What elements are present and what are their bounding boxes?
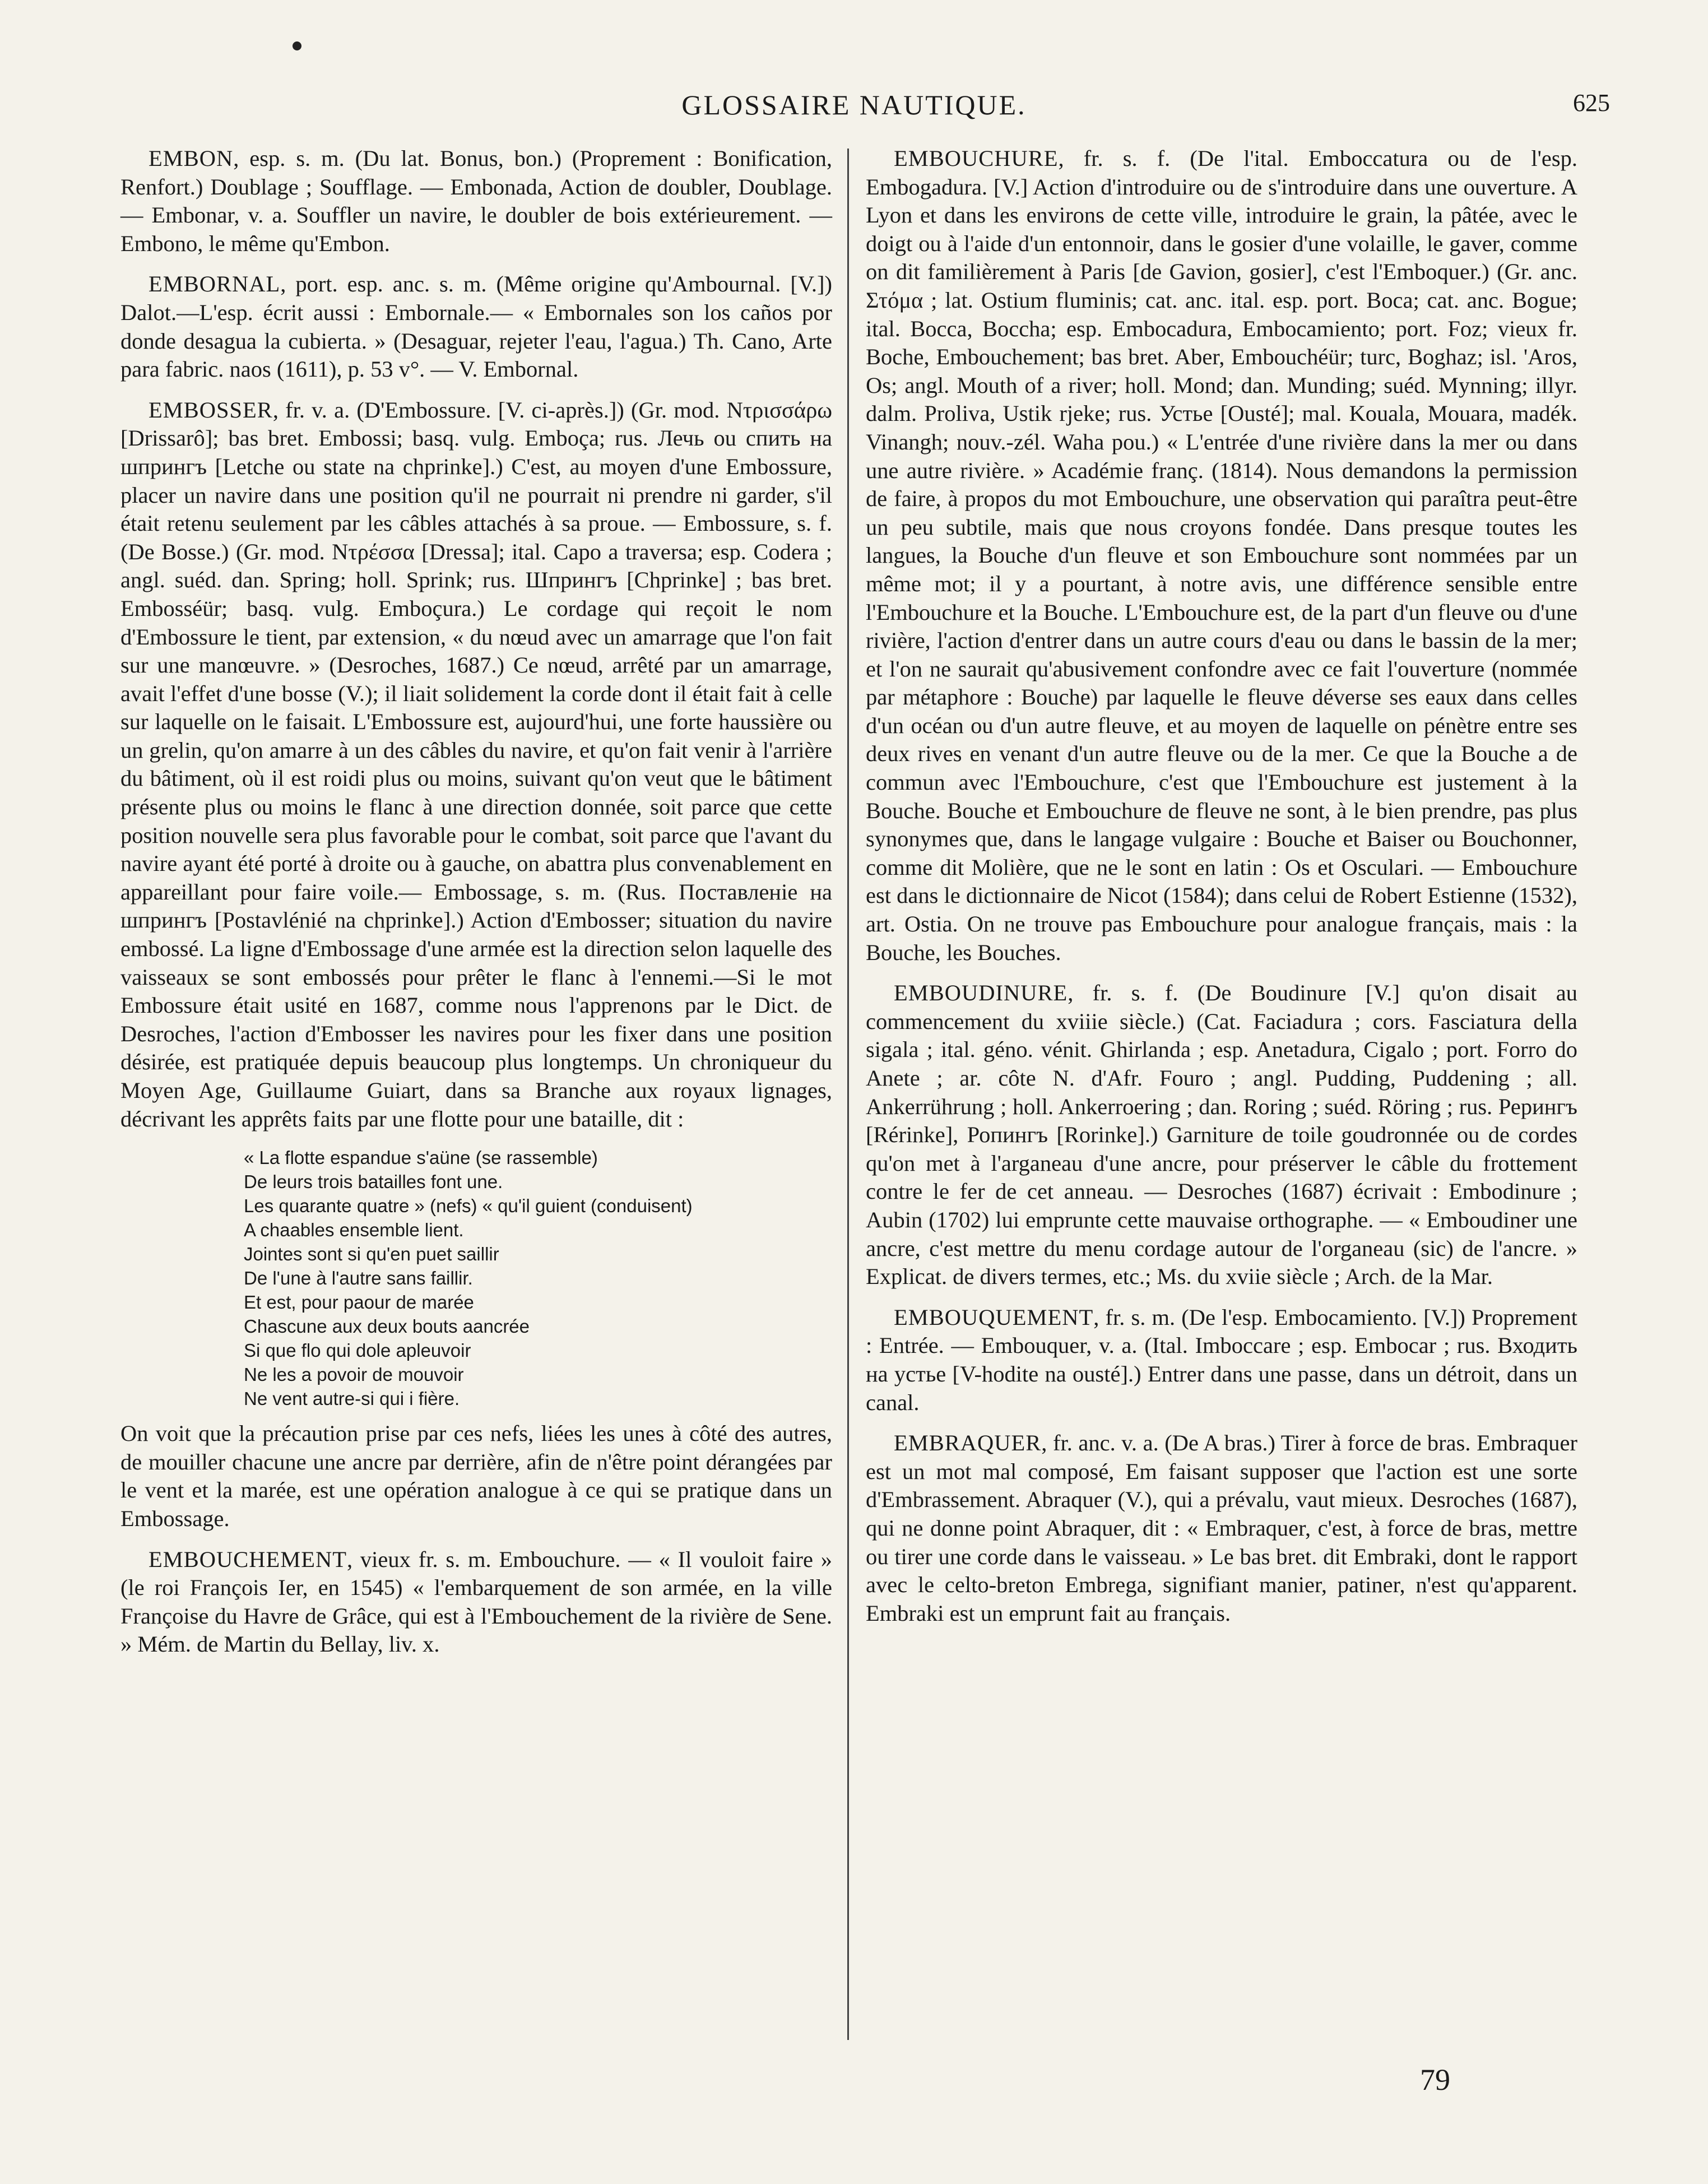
verse-line: Si que flo qui dole apleuvoir bbox=[244, 1340, 471, 1361]
entry-embouchement bbox=[120, 1546, 832, 1659]
entry-embraquer bbox=[866, 1429, 1577, 1627]
verse-line: Ne les a povoir de mouvoir bbox=[244, 1364, 464, 1385]
headword: EMBORNAL bbox=[148, 271, 281, 297]
headword: EMBOUCHURE bbox=[894, 146, 1059, 171]
entry-embouquement bbox=[866, 1304, 1577, 1417]
entry-embosser bbox=[120, 396, 832, 1133]
headword: EMBOUDINURE bbox=[894, 980, 1068, 1006]
running-title: GLOSSAIRE NAUTIQUE. bbox=[681, 89, 1027, 120]
entry-text: , vieux fr. s. m. Embouchure. — « Il vouloit faire » (le roi François Ier, en 1545) « l'embarquement de son armée, en la ville Françoise du Havre de Grâce, qui est à l'Embouchement de la rivière de Sene. » Mém. de Martin du Bellay, liv. x. bbox=[120, 1546, 832, 1657]
verse-line: « La flotte espandue s'aüne (se rassemble) bbox=[244, 1147, 598, 1168]
headword: EMBRAQUER bbox=[894, 1430, 1042, 1456]
entry-emboudinure bbox=[866, 979, 1577, 1291]
entry-text: , fr. v. a. (D'Embossure. [V. ci-après.]) (Gr. mod. Ντρισσάρω [Drissarô]; bas bret. Embossi; basq. vulg. Emboça; rus. Лечь ou спить на шпрингъ [Letche ou state na chprinke].) C'est, au moyen d'une Embossure, placer un navire dans une position qu'il ne pourrait ni prendre ni garder, s'il était retenu seulement par les câbles attachés à sa proue. — Embossure, s. f. (De Bosse.) (Gr. mod. Ντρέσσα [Dressa]; ital. Capo a traversa; esp. Codera ; angl. suéd. dan. Spring; holl. Sprink; rus. Шпрингъ [Chprinke] ; bas bret. Embosséür; basq. vulg. Emboçura.) Le cordage qui reçoit le nom d'Embossure le tient, par extension, « du nœud avec un amarrage que l'on fait sur une manœuvre. » (Desroches, 1687.) Ce nœud, arrêté par un amarrage, avait l'effet d'une bosse (V.); il liait solidement la corde dont il était fait à celle sur laquelle on le faisait. L'Embossure est, aujourd'hui, une forte haussière ou un grelin, qu'on amarre à un des câbles du navire, et qu'on fait venir à l'arrière du bâtiment, où il est roidi plus ou moins, suivant qu'on veut que le bâtiment présente plus ou moins le flanc à une direction donnée, soit parce que cette position nouvelle sera plus favorable pour le combat, soit parce que l'avant du navire ayant été porté à droite ou à gauche, on abattra plus convenablement en appareillant pour faire voile.— Embossage, s. m. (Rus. Поставленіе на шпрингъ [Postavlénié na chprinke].) Action d'Embosser; situation du navire embossé. La ligne d'Embossage d'une armée est la direction selon laquelle des vaisseaux se sont embossés pour prêter le flanc à l'ennemi.—Si le mot Embossure était usité en 1687, comme nous l'apprenons par le Dict. de Desroches, l'action d'Embosser les navires pour les fixer dans une position désirée, est pratiquée depuis beaucoup plus longtemps. Un chroniqueur du Moyen Age, Guillaume Guiart, dans sa Branche aux royaux lignages, décrivant les apprêts faits par une flotte pour une bataille, dit : bbox=[120, 397, 832, 1132]
headword: EMBOUQUEMENT bbox=[894, 1304, 1094, 1330]
headword: EMBON bbox=[148, 146, 234, 171]
entry-text: , port. esp. anc. s. m. (Même origine qu'Ambournal. [V.]) Dalot.—L'esp. écrit aussi : Embornale.— « Embornales son los caños por donde desagua la cubierta. » (Desaguar, rejeter l'eau, l'agua.) Th. Cano, Arte para fabric. naos (1611), p. 53 v°. — V. Embornal. bbox=[120, 271, 832, 382]
page-number: 625 bbox=[1573, 89, 1610, 117]
entry-embornal bbox=[120, 270, 832, 383]
verse-line: Jointes sont si qu'en puet saillir bbox=[244, 1244, 499, 1265]
entry-embouchure bbox=[866, 145, 1577, 967]
entry-text: , fr. s. m. (De l'esp. Embocamiento. [V.]) Proprement : Entrée. — Embouquer, v. a. (Ital. Imboccare ; esp. Embocar ; rus. Входить на устье [V-hodite na ousté].) Entrer dans une passe, dans un détroit, dans un canal. bbox=[866, 1304, 1577, 1415]
verse-line: Et est, pour paour de marée bbox=[244, 1292, 474, 1313]
folio-number: 79 bbox=[1420, 2063, 1450, 2097]
column-rule bbox=[847, 149, 849, 2040]
page-header bbox=[0, 83, 1708, 128]
headword: EMBOSSER bbox=[148, 397, 273, 423]
entry-text: , fr. anc. v. a. (De A bras.) Tirer à force de bras. Embraquer est un mot mal composé, Em faisant supposer que l'action est une sorte d'Embrassement. Abraquer (V.), qui a prévalu, vaut mieux. Desroches (1687), qui ne donne point Abraquer, dit : « Embraquer, c'est, à force de bras, mettre ou tirer une corde dans le vaisseau. » Le bas bret. dit Embraki, dont le rapport avec le celto-breton Embrega, signifiant manier, patiner, n'est qu'apparent. Embraki est un emprunt fait au français. bbox=[866, 1430, 1577, 1626]
verse-line: Chascune aux deux bouts aancrée bbox=[244, 1316, 530, 1337]
headword: EMBOUCHEMENT bbox=[148, 1546, 347, 1572]
entry-embosser-cont: On voit que la précaution prise par ces nefs, liées les unes à côté des autres, de mouiller chacune une ancre par derrière, afin de n'être point dérangées par le vent et la marée, est une opération analogue à ce qui se pratique dans un Embossage. bbox=[120, 1421, 832, 1531]
right-column bbox=[866, 145, 1577, 1640]
verse-line: De leurs trois batailles font une. bbox=[244, 1171, 503, 1193]
verse-line: De l'une à l'autre sans faillir. bbox=[244, 1268, 473, 1289]
verse-line: Les quarante quatre » (nefs) « qu'il guient (conduisent) bbox=[244, 1195, 693, 1217]
left-column bbox=[120, 145, 832, 1671]
ink-dot bbox=[293, 41, 301, 50]
entry-embon bbox=[120, 145, 832, 258]
entry-text: , fr. s. f. (De Boudinure [V.] qu'on disait au commencement du xviiie siècle.) (Cat. Faciadura ; cors. Fasciatura della sigala ; ital. géno. vénit. Ghirlanda ; esp. Anetadura, Cigalo ; port. Forro do Anete ; ar. côte N. d'Afr. Fouro ; angl. Pudding, Puddening ; all. Ankerrührung ; holl. Ankerroering ; dan. Roring ; suéd. Röring ; rus. Рерингъ [Rérinke], Ропингъ [Rorinke].) Garniture de toile goudronnée ou de cordes qu'on met à l'arganeau d'une ancre, pour préserver le câble du frottement contre le fer de cet anneau. — Desroches (1687) écrivait : Embodinure ; Aubin (1702) lui emprunte cette mauvaise orthographe. — « Emboudiner une ancre, c'est mettre du menu cordage autour de l'organeau (sic) de l'ancre. » Explicat. de divers termes, etc.; Ms. du xviie siècle ; Arch. de la Mar. bbox=[866, 980, 1577, 1290]
entry-text: , esp. s. m. (Du lat. Bonus, bon.) (Proprement : Bonification, Renfort.) Doublage ; Soufflage. — Embonada, Action de doubler, Doublage.— Embonar, v. a. Souffler un navire, le doubler de bois extérieurement. — Embono, le même qu'Embon. bbox=[120, 146, 832, 256]
verse-line: A chaables ensemble lient. bbox=[244, 1219, 464, 1241]
verse-line: Ne vent autre-si qui i fière. bbox=[244, 1388, 460, 1409]
verse-quotation bbox=[244, 1146, 832, 1411]
entry-text: , fr. s. f. (De l'ital. Emboccatura ou de l'esp. Embogadura. [V.] Action d'introduire ou de s'introduire dans une ouverture. A Lyon et dans les environs de cette ville, introduire le grain, la pâtée, avec le doigt ou à l'aide d'un entonnoir, dans le gosier d'une volaille, le gaver, comme on dit familièrement à Paris [de Gavion, gosier], c'est l'Emboquer.) (Gr. anc. Στόμα ; lat. Ostium fluminis; cat. anc. ital. esp. port. Boca; cat. anc. Bogue; ital. Bocca, Boccha; esp. Embocadura, Embocamiento; port. Foz; vieux fr. Boche, Embouchement; bas bret. Aber, Embouchéür; turc, Boghaz; isl. 'Aros, Os; angl. Mouth of a river; holl. Mond; dan. Munding; suéd. Mynning; illyr. dalm. Proliva, Ustik rjeke; rus. Устье [Ousté]; mal. Kouala, Mouara, madék. Vinangh; nouv.-zél. Waha pou.) « L'entrée d'une rivière dans la mer ou dans une autre rivière. » Académie franç. (1814). Nous demandons la permission de faire, à propos du mot Embouchure, une observation qui paraîtra peut-être un peu subtile, mais que nous croyons fondée. Dans presque toutes les langues, la Bouche d'un fleuve et son Embouchure sont nommées par un même mot; il y a pourtant, à notre avis, une différence sensible entre l'Embouchure et la Bouche. L'Embouchure est, de la part d'un fleuve ou d'une rivière, l'action d'entrer dans un autre cours d'eau ou dans le bassin de la mer; et l'on ne saurait qu'abusivement confondre avec ce fait l'ouverture (nommée par métaphore : Bouche) par laquelle le fleuve déverse ses eaux dans celles d'un océan ou d'un autre fleuve, et au moyen de laquelle on pénètre entre ses deux rives en venant d'un autre fleuve ou de la mer. Ce que la Bouche a de commun avec l'Embouchure, c'est que l'Embouchure est justement à la Bouche. Bouche et Embouchure de fleuve ne sont, à le bien prendre, pas plus synonymes que, dans le langage vulgaire : Bouche et Baiser ou Bouchonner, comme dit Molière, que ne le sont en latin : Os et Osculari. — Embouchure est dans le dictionnaire de Nicot (1584); dans celui de Robert Estienne (1532), art. Ostia. On ne trouve pas Embouchure pour analogue français, mais : la Bouche, les Bouches. bbox=[866, 146, 1577, 965]
